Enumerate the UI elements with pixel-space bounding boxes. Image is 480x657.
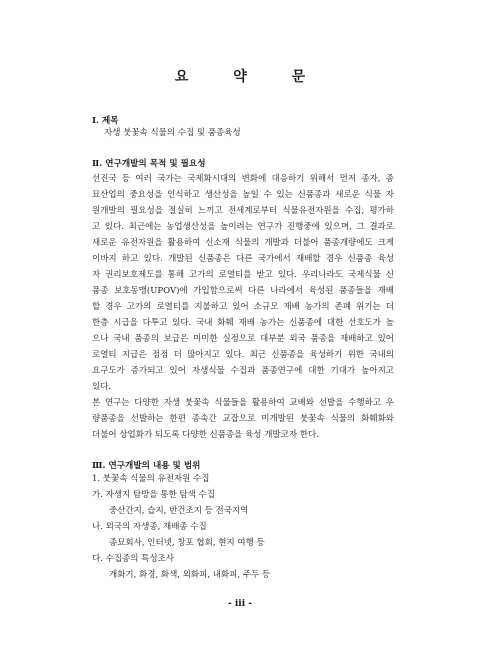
section-2-line: 량품종을 선발하는 한편 종속간 교잡으로 미개발된 붓꽃속 식물의 화훼화와 — [92, 414, 394, 424]
section-1-content: 자생 붓꽃속 식물의 수집 및 품종육성 — [104, 128, 241, 138]
section-3-item: 종묘회사, 인터넷, 창포 협회, 현지 여행 등 — [109, 538, 265, 548]
page-title: 요 약 문 — [174, 69, 326, 85]
section-3-item: 가. 자생지 탐방을 통한 탐색 수집 — [92, 490, 215, 500]
section-2-line: 자 권리보호제도를 통해 고가의 로열티를 받고 있다. 우리나라도 국제식물 신 — [92, 270, 394, 280]
section-2-line: 본 연구는 다양한 자생 붓꽃속 식물들을 활용하여 교배와 선발을 수행하고 우 — [92, 398, 394, 408]
section-2-line: 새로운 유전자원을 활용하여 신소재 식물의 개발과 더불어 품종개량에도 크게 — [92, 238, 394, 248]
section-3-item: 중산간지, 습지, 반건조지 등 전국지역 — [109, 506, 249, 516]
section-2-line: 있다. — [92, 382, 112, 392]
section-2-heading: Ⅱ. 연구개발의 목적 및 필요성 — [92, 159, 206, 169]
section-2-line: 요구도가 증가되고 있어 자생식물 수집과 품종연구에 대한 기대가 높아지고 — [92, 366, 394, 376]
section-3-item: 1. 붓꽃속 식물의 유전자원 수집 — [92, 474, 210, 484]
section-2-line: 선진국 등 여러 국가는 국제화시대의 변화에 대응하기 위해서 먼저 종자, 종 — [92, 174, 394, 184]
section-2-line: 고 있다. 최근에는 농업생산성을 높이려는 연구가 진행중에 있으며, 그 결과로 — [92, 222, 394, 232]
page-number: - iii - — [228, 599, 252, 609]
section-3-item: 개화기, 화경, 화색, 외화피, 내화피, 주두 등 — [109, 570, 271, 580]
section-1-heading: Ⅰ. 제목 — [92, 116, 119, 126]
section-2-line: 으나 국내 품종의 보급은 미미한 실정으로 대부분 외국 품종을 재배하고 있어 — [92, 334, 394, 344]
section-2-line: 할 경우 고가의 로열티를 지불하고 있어 소규모 재배 농가의 존폐 위기는 더 — [92, 302, 394, 312]
section-2-line: 이바지 하고 있다. 개발된 신품종은 다른 국가에서 재배할 경우 신품종 육성 — [92, 254, 394, 264]
section-3-item: 다. 수집종의 특성조사 — [92, 554, 175, 564]
section-2-line: 더불어 상업화가 되도록 다양한 신품종을 육성 개발코자 한다. — [92, 430, 319, 440]
section-3-item: 나. 외국의 자생종, 재배종 수집 — [92, 522, 207, 532]
section-2-line: 원개발의 필요성을 절실히 느끼고 전세계로부터 식물유전자원을 수집, 평가하 — [92, 206, 394, 216]
section-2-line: 품종 보호동맹(UPOV)에 가입함으로써 다른 나라에서 육성된 품종들을 재배 — [92, 286, 394, 296]
section-2-line: 로열티 지급은 점점 더 많아지고 있다. 최근 신품종을 육성하기 위한 국내의 — [92, 350, 394, 360]
section-3-heading: Ⅲ. 연구개발의 내용 및 범위 — [92, 461, 201, 471]
section-2-line: 한층 시급을 다투고 있다. 국내 화훼 재배 농가는 신품종에 대한 선호도가 높 — [92, 318, 394, 328]
section-2-line: 묘산업의 중요성을 인식하고 생산성을 높일 수 있는 신품종과 새로운 식물 자 — [92, 190, 394, 200]
